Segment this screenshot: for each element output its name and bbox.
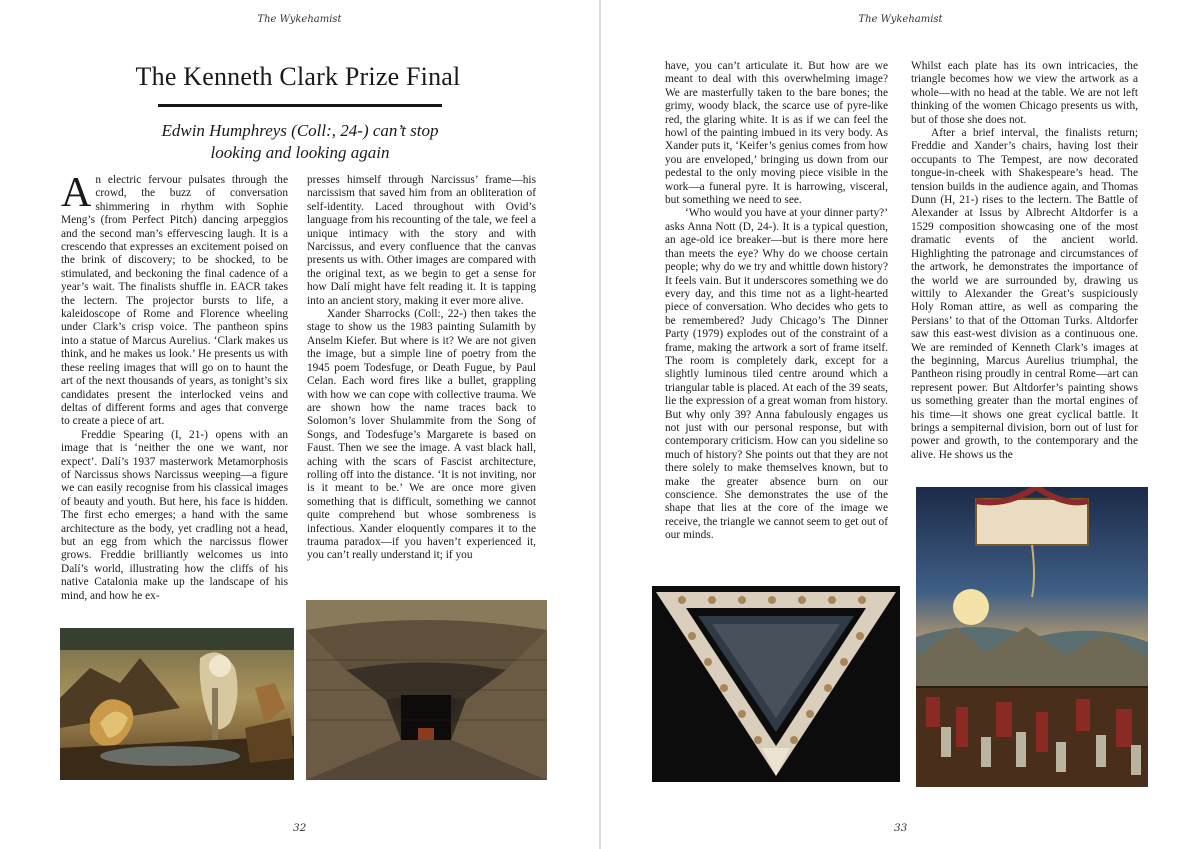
dali-narcissus-image bbox=[60, 628, 294, 780]
paragraph: Freddie Spearing (I, 21-) opens with an image that is ‘neither the one we want, nor expect’. Dalí’s 1937 masterwork Metamorphosis of Narcissus shows Narcissus weeping—a figure we can easily recognise from his classical images of beauty and youth. But here, his face is hidden. The first echo emerges; a hand with the same architecture as the body, yet cradling not a head, but an egg from which the narcissus flower grows. Freddie brilliantly welcomes us into Dalí’s world, illustrating how the cliffs of his native Catalonia make up the landscape of his mind, and how he ex- bbox=[61, 428, 288, 602]
column-2 bbox=[307, 174, 536, 563]
standfirst-line-1: Edwin Humphreys (Coll:, 24-) can’t stop bbox=[161, 121, 439, 140]
column-1 bbox=[61, 170, 288, 603]
column-3 bbox=[665, 60, 888, 543]
paragraph: presses himself through Narcissus’ frame—his narcissism that saved him from an obliteration of self-identity. Laced throughout with Ovid’s language from his recounting of the tale, we feel a unique intimacy with the story and with Narcissus, and every confluence that the canvas presents us with. Other images are compared with the original text, as we begin to get a sense for how Dalí might have felt reading it. It is tapping into an ancient story, making it ever more alive. bbox=[307, 174, 536, 307]
paragraph: Whilst each plate has its own intricacies, the triangle becomes how we view the artwork as a whole—with no head at the table. We are not left thinking of the women Chicago presents us with, but of those she does not. bbox=[911, 60, 1138, 126]
page-number-right: 33 bbox=[894, 822, 908, 834]
paragraph: have, you can’t articulate it. But how are we meant to deal with this overwhelming image? We are masterfully taken to the bare bones; the grimy, woody black, the scarce use of pyre-like red, the glaring white. It is as if we can feel the howl of the painting imbued in its very body. As Xander puts it, ‘Keifer’s genius comes from how you are enveloped,’ bringing us down from our pedestal to the only moving piece visible in the work—a funeral pyre. It is harrowing, visceral, but something we need to see. bbox=[665, 60, 888, 207]
paragraph: After a brief interval, the finalists return; Freddie and Xander’s chairs, having lost their occupants to The Tempest, are now decorated tongue-in-cheek with Shakespeare’s head. The tension builds in the audience again, and Thomas Dunn (H, 21-) rises to the lectern. The Battle of Alexander at Issus by Albrecht Altdorfer is a 1529 composition showcasing one of the most dramatic events of the ancient world. Highlighting the patronage and circumstances of the artwork, he demonstrates the importance of the world we are surrounded by, drawing us wittily to Alexander the Great’s suspiciously Holy Roman attire, as well as comparing the Persians’ to that of the Ottoman Turks. Altdorfer saw this east-west division as a continuous one. We are reminded of Kenneth Clark’s images at the beginning, Marcus Aurelius triumphal, the Pantheon rising proudly in central Rome—art can represent power. But Altdorfer’s painting shows us something greater than the mortal engines of his time—it shows one great cyclical battle. It brings a sempiternal division, born out of lust for power and growth, to the contemporary and the alive. He shows us the bbox=[911, 127, 1138, 461]
article-title: The Kenneth Clark Prize Final bbox=[135, 62, 461, 91]
column-4 bbox=[911, 60, 1138, 462]
page-number-left: 32 bbox=[293, 822, 307, 834]
standfirst-line-2: looking and looking again bbox=[210, 143, 390, 162]
dinner-party-image bbox=[652, 586, 900, 782]
altdorfer-battle-image bbox=[916, 487, 1148, 787]
left-page bbox=[0, 0, 599, 849]
kiefer-sulamith-image bbox=[306, 600, 547, 780]
title-rule bbox=[158, 104, 442, 107]
paragraph-text: n electric fervour pulsates through the crowd, the buzz of conversation shimmering in rhythm with Sophie Meng’s (from Perfect Pitch) dancing arpeggios and the second man’s effervescing laugh. It is a crescendo that expresses an excitement poised on the brink of discovery; to be shocked, to be stimulated, and beckoning the final cadence of a year’s wait. The finalists shuffle in. EACR takes the lectern. The projector bursts to life, a kaleidoscope of Rome and Florence wheeling under Clark’s crisp voice. The pantheon spins into a statue of Marcus Aurelius. ‘Clark makes us think, and he makes us look.’ He presents us with these reeling images that will go on to haunt the art of the next thousands of years, as tonight’s six candidates present the interlocked veins and deltas of different forms and ages that converge to create a piece of art. bbox=[61, 174, 288, 428]
paragraph: ‘Who would you have at your dinner party?’ asks Anna Nott (D, 24-). It is a typical question, an age-old ice breaker—but is there more here than meets the eye? Why do we choose certain people; why do we try and whittle down history? It feels vain. But it underscores something we do every day, and this time not as a light-hearted piece of conversation. Who decides who gets to be remembered? Judy Chicago’s The Dinner Party (1979) explodes out of the constraint of a frame, making the artwork a sort of frame itself. The room is completely dark, except for a slightly luminous tiled centre around which a triangular table is placed. At each of the 39 seats, lie the expression of a great woman from history. But why only 39? Anna fabulously engages us not just with our personal response, but with contemporary criticism. How can you sideline so much of history? She points out that they are not there solely to make themselves known, but to make the greater absence burn on our conscience. She demonstrates the use of the shape that lies at the core of the image we receive, the triangle we cannot seem to get out of our minds. bbox=[665, 207, 889, 542]
right-page bbox=[601, 0, 1200, 849]
paragraph bbox=[61, 170, 288, 429]
drop-cap: A bbox=[61, 170, 92, 216]
running-head-right: The Wykehamist bbox=[858, 14, 943, 25]
running-head-left: The Wykehamist bbox=[257, 14, 342, 25]
standfirst bbox=[128, 120, 472, 164]
paragraph: Xander Sharrocks (Coll:, 22-) then takes the stage to show us the 1983 painting Sulamith by Anselm Kiefer. But where is it? We are not given the image, but a simple line of poetry from the 1945 poem Todesfuge, or Death Fugue, by Paul Celan. Each word fires like a bullet, grappling with how we can cope with collective trauma. We are shown how the name traces back to Solomon’s lover Shulammite from the Song of Songs, and Todesfuge’s Margarete is based on Faust. Then we see the image. A vast black hall, aching with the scars of Fascist architecture, rolling off into the distance. ‘It is not inviting, nor is it meant to be.’ We are once more given something that is difficult, something we cannot quite comprehend but whose sombreness is infectious. Xander eloquently compares it to the trauma paradox—if you haven’t experienced it, you can’t really understand it; if you bbox=[307, 308, 536, 562]
